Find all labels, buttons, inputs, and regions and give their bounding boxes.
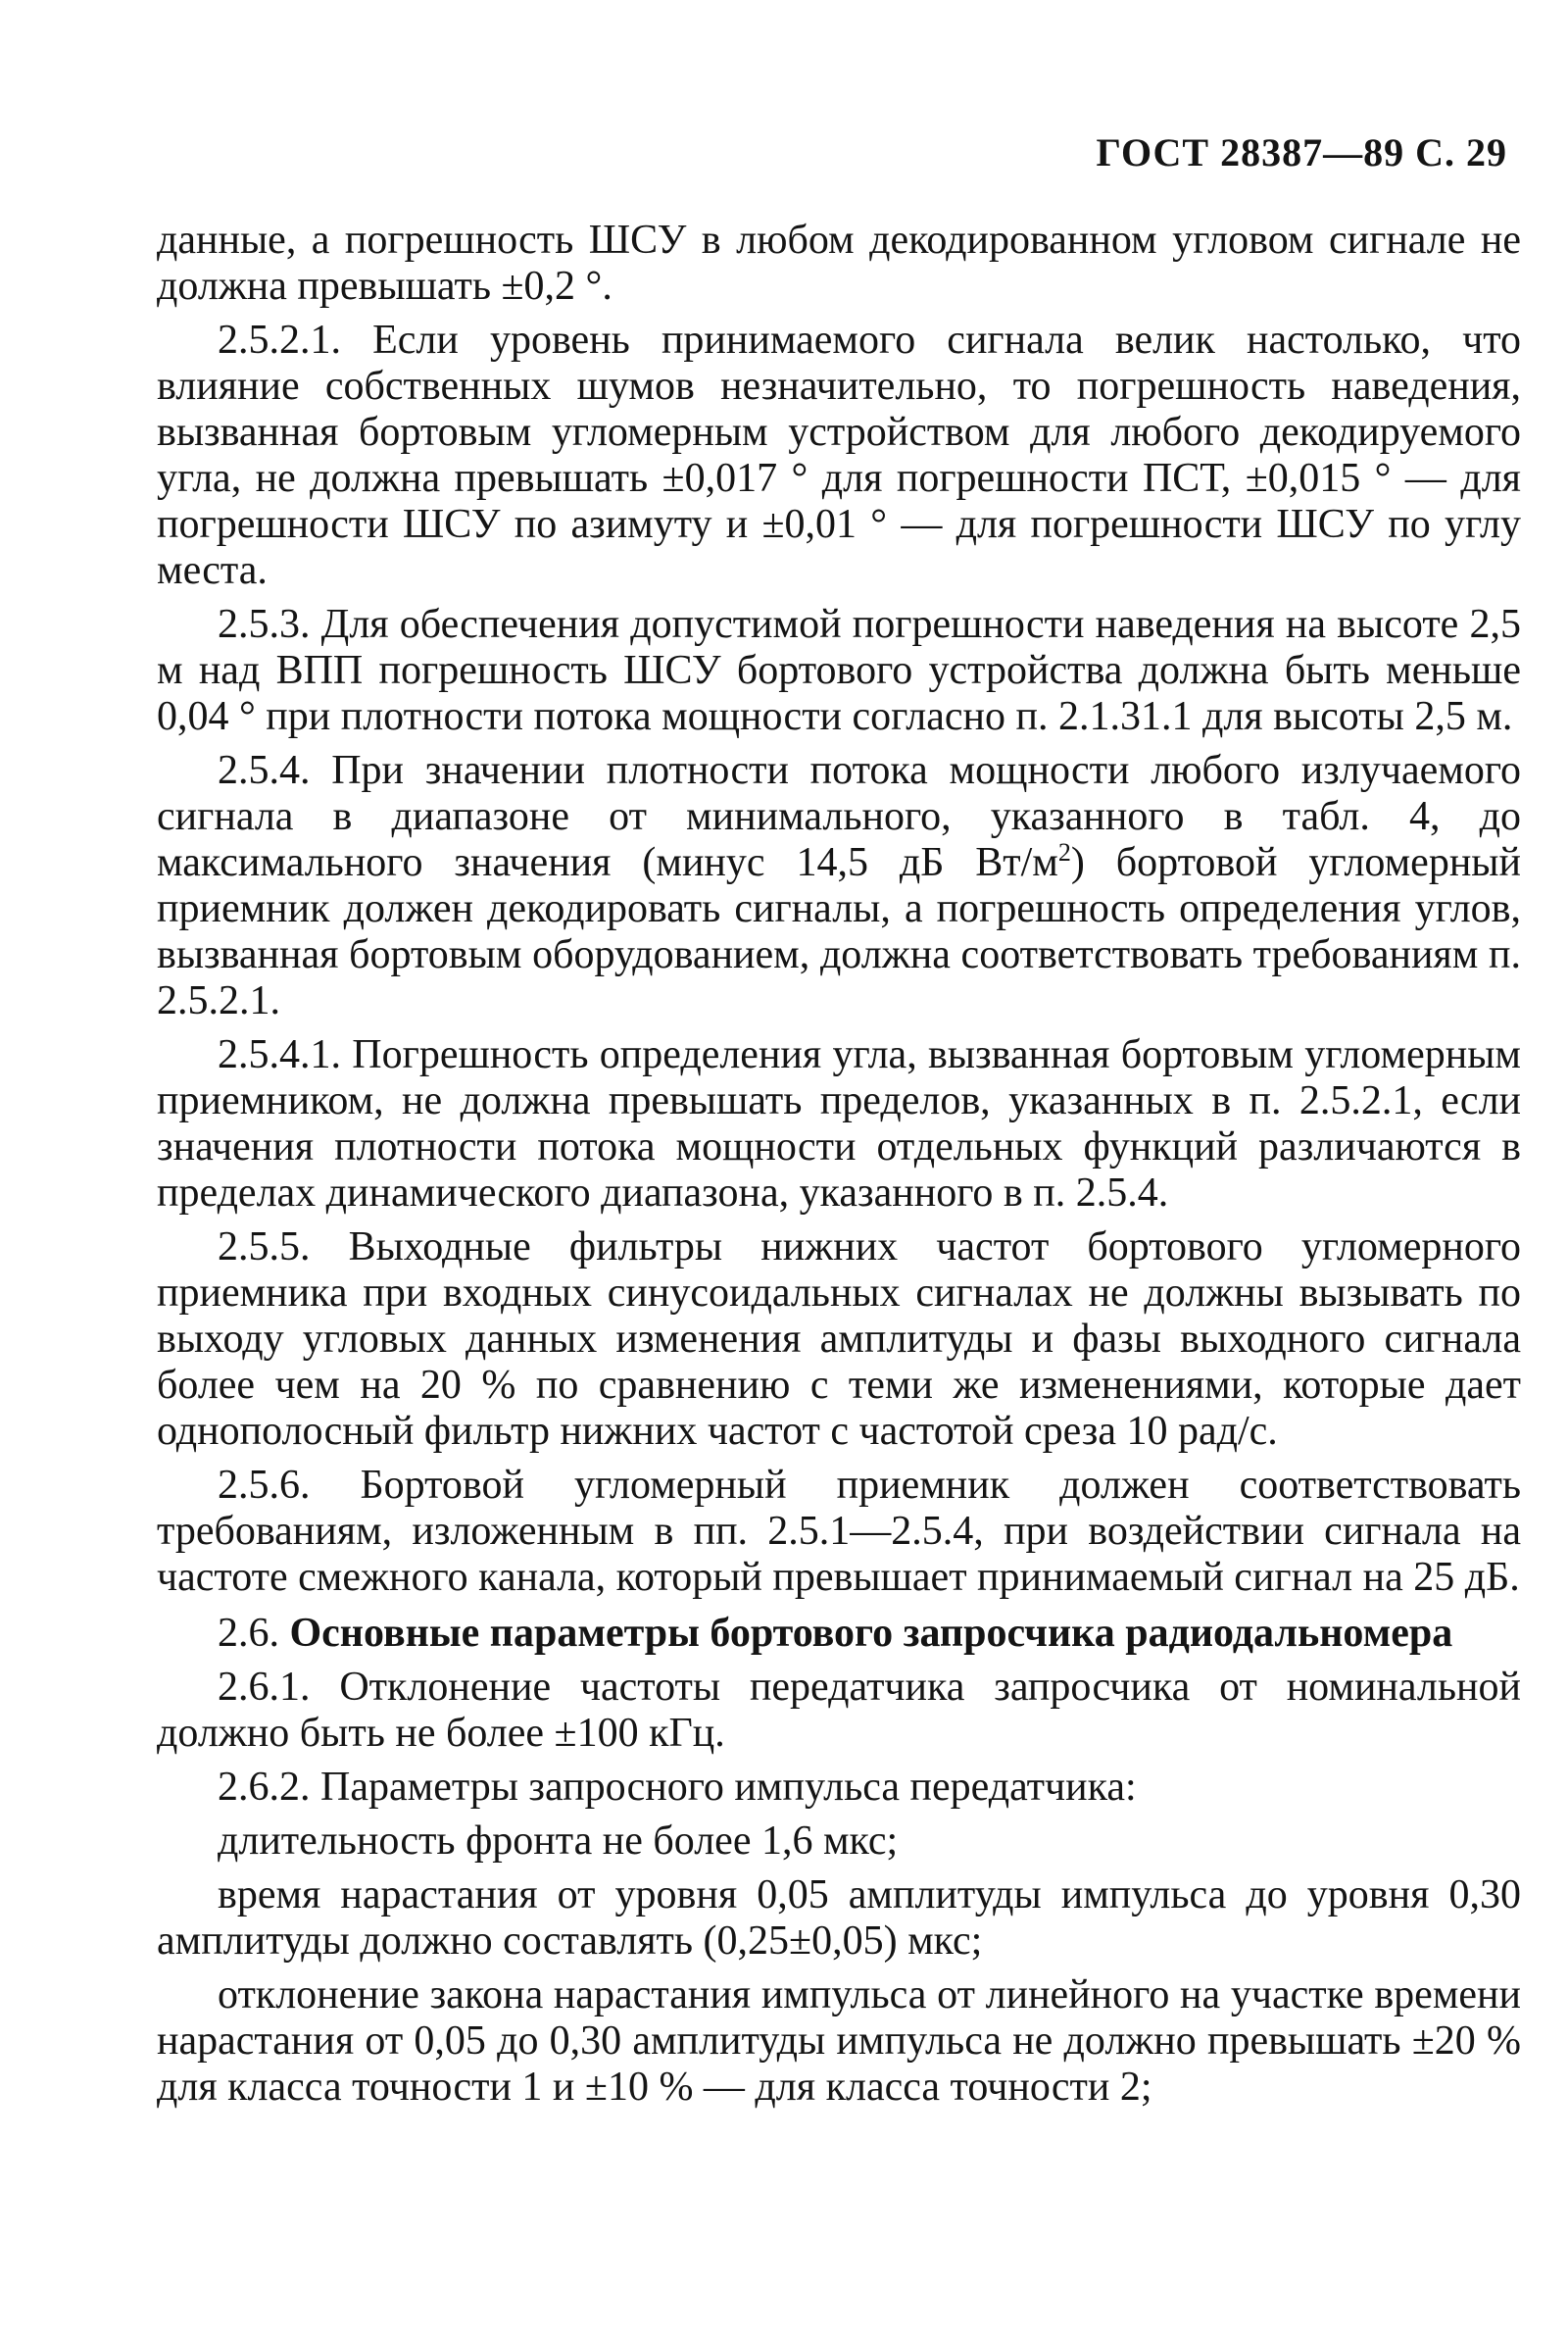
section-title: Основные параметры бортового запросчика радиодальномера [289,1611,1453,1656]
list-item-rise-law-deviation: отклонение закона нарастания импульса от линейного на участке времени нарастания от 0,05 до 0,30 амплитуды импульса не должно превышать ±20 % для класса точности 1 и ±10 % — для класса точности 2; [157,1972,1521,2110]
section-heading-2-6 [157,1611,1521,1657]
paragraph-2-6-1: 2.6.1. Отклонение частоты передатчика запросчика от номинальной должно быть не более ±100 кГц. [157,1665,1521,1756]
section-number: 2.6. [218,1611,279,1656]
paragraph-2-5-4 [157,748,1521,1024]
paragraph-2-5-4-1: 2.5.4.1. Погрешность определения угла, вызванная бортовым угломерным приемником, не должна превышать пределов, указанных в п. 2.5.2.1, если значения плотности потока мощности отдельных функций различаются в пределах динамического диапазона, указанного в п. 2.5.4. [157,1032,1521,1216]
paragraph-2-5-4-text-before: 2.5.4. При значении плотности потока мощности любого излучаемого сигнала в диапазоне от минимального, указанного в табл. 4, до максимального значения (минус 14,5 дБ Вт/м [157,748,1521,885]
paragraph-continuation: данные, а погрешность ШСУ в любом декодированном угловом сигнале не должна превышать ±0,2 °. [157,218,1521,309]
running-header: ГОСТ 28387—89 С. 29 [1096,130,1507,174]
paragraph-2-5-4-text-after: ) бортовой угломерный приемник должен декодировать сигналы, а погрешность определения углов, вызванная бортовым оборудованием, должна соответствовать требованиям п. 2.5.2.1. [157,840,1521,1023]
list-item-rise-time: время нарастания от уровня 0,05 амплитуды импульса до уровня 0,30 амплитуды должно составлять (0,25±0,05) мкс; [157,1872,1521,1964]
paragraph-2-5-6: 2.5.6. Бортовой угломерный приемник должен соответствовать требованиям, изложенным в пп. 2.5.1—2.5.4, при воздействии сигнала на частоте смежного канала, который превышает принимаемый сигнал на 25 дБ. [157,1463,1521,1600]
paragraph-2-5-2-1: 2.5.2.1. Если уровень принимаемого сигнала велик настолько, что влияние собственных шумов незначительно, то погрешность наведения, вызванная бортовым угломерным устройством для любого декодируемого угла, не должна превышать ±0,017 ° для погрешности ПСТ, ±0,015 ° — для погрешности ШСУ по азимуту и ±0,01 ° — для погрешности ШСУ по углу места. [157,318,1521,593]
paragraph-2-5-3: 2.5.3. Для обеспечения допустимой погрешности наведения на высоте 2,5 м над ВПП погрешность ШСУ бортового устройства должна быть меньше 0,04 ° при плотности потока мощности согласно п. 2.1.31.1 для высоты 2,5 м. [157,602,1521,739]
paragraph-2-5-5: 2.5.5. Выходные фильтры нижних частот бортового угломерного приемника при входных синусоидальных сигналах не должны вызывать по выходу угловых данных изменения амплитуды и фазы выходного сигнала более чем на 20 % по сравнению с теми же изменениями, которые дает однополосный фильтр нижних частот с частотой среза 10 рад/с. [157,1224,1521,1454]
superscript-exponent: 2 [1057,838,1071,867]
list-item-front-duration: длительность фронта не более 1,6 мкс; [218,1818,899,1864]
paragraph-2-6-2: 2.6.2. Параметры запросного импульса передатчика: [218,1765,1137,1810]
body-text [157,218,1521,2118]
